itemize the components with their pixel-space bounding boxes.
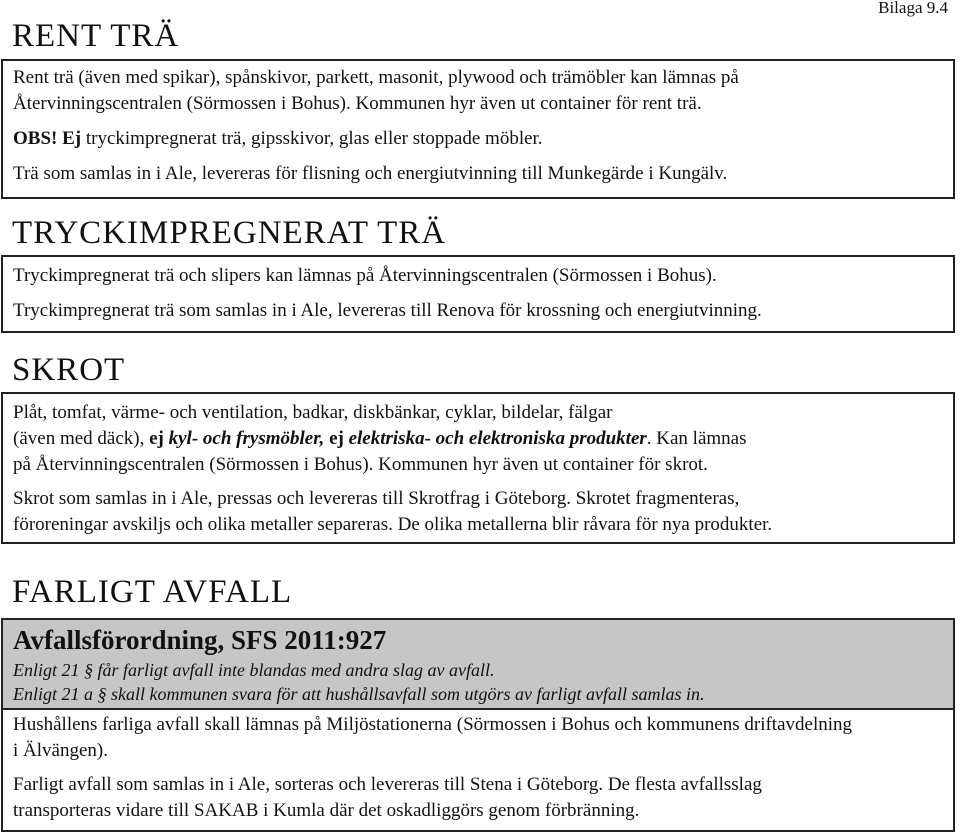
heading-rent-tra: RENT TRÄ xyxy=(12,18,180,54)
skrot-ej-1: ej xyxy=(149,428,164,449)
farligt-line-3: Farligt avfall som samlas in i Ale, sorteras och levereras till Stena i Göteborg. De flesta avfallsslag xyxy=(13,774,762,795)
skrot-line-1: Plåt, tomfat, värme- och ventilation, badkar, diskbänkar, cyklar, bildelar, fälgar xyxy=(13,402,613,423)
regulation-title: Avfallsförordning, SFS 2011:927 xyxy=(13,625,387,655)
skrot-l2-b: . Kan lämnas xyxy=(646,428,747,449)
skrot-box xyxy=(1,392,955,544)
tryckimpregnerat-box xyxy=(1,255,955,333)
heading-skrot: SKROT xyxy=(12,352,126,388)
skrot-line-3: på Återvinningscentralen (Sörmossen i Bohus). Kommunen hyr även ut container för skrot. xyxy=(13,454,708,475)
rent-line-1: Rent trä (även med spikar), spånskivor, parkett, masonit, plywood och trämöbler kan lämnas på xyxy=(13,67,739,88)
try-line-2: Tryckimpregnerat trä som samlas in i Ale, levereras till Renova för krossning och energiutvinning. xyxy=(13,300,762,321)
farligt-avfall-box xyxy=(1,618,955,832)
rent-obs-line xyxy=(13,126,943,152)
skrot-ej-2: ej xyxy=(329,428,344,449)
skrot-el: elektriska- och elektroniska produkter xyxy=(348,428,647,449)
skrot-line-2 xyxy=(13,426,943,452)
regulation-line-1: Enligt 21 § får farligt avfall inte blandas med andra slag av avfall. xyxy=(13,660,495,680)
obs-label: OBS! xyxy=(13,128,58,149)
skrot-line-4: Skrot som samlas in i Ale, pressas och levereras till Skrotfrag i Göteborg. Skrotet fragmenteras, xyxy=(13,488,740,509)
skrot-kyl: kyl- och frysmöbler, xyxy=(168,428,325,449)
rent-tra-box xyxy=(1,59,955,199)
obs-ej: Ej xyxy=(62,128,82,149)
obs-text: tryckimpregnerat trä, gipsskivor, glas eller stoppade möbler. xyxy=(85,128,543,149)
farligt-line-2: i Älvängen). xyxy=(13,740,108,761)
farligt-body xyxy=(3,710,953,824)
regulation-line-2: Enligt 21 a § skall kommunen svara för att hushållsavfall som utgörs av farligt avfall samlas in. xyxy=(13,684,705,704)
farligt-line-4: transporteras vidare till SAKAB i Kumla där det oskadliggörs genom förbränning. xyxy=(13,800,640,821)
regulation-panel xyxy=(3,620,953,710)
try-line-1: Tryckimpregnerat trä och slipers kan lämnas på Återvinningscentralen (Sörmossen i Bohus). xyxy=(13,265,717,286)
appendix-label: Bilaga 9.4 xyxy=(878,0,948,17)
heading-farligt-avfall: FARLIGT AVFALL xyxy=(12,574,293,610)
heading-tryckimpregnerat: TRYCKIMPREGNERAT TRÄ xyxy=(12,215,447,251)
rent-line-2: Återvinningscentralen (Sörmossen i Bohus). Kommunen hyr även ut container för rent trä. xyxy=(13,93,702,114)
farligt-line-1: Hushållens farliga avfall skall lämnas på Miljöstationerna (Sörmossen i Bohus och kommunens driftavdelning xyxy=(13,714,853,735)
skrot-line-5: föroreningar avskiljs och olika metaller separeras. De olika metallerna blir råvara för nya produkter. xyxy=(13,514,773,535)
rent-line-4: Trä som samlas in i Ale, levereras för flisning och energiutvinning till Munkegärde i Kungälv. xyxy=(13,163,728,184)
skrot-l2-a: (även med däck), xyxy=(13,428,145,449)
